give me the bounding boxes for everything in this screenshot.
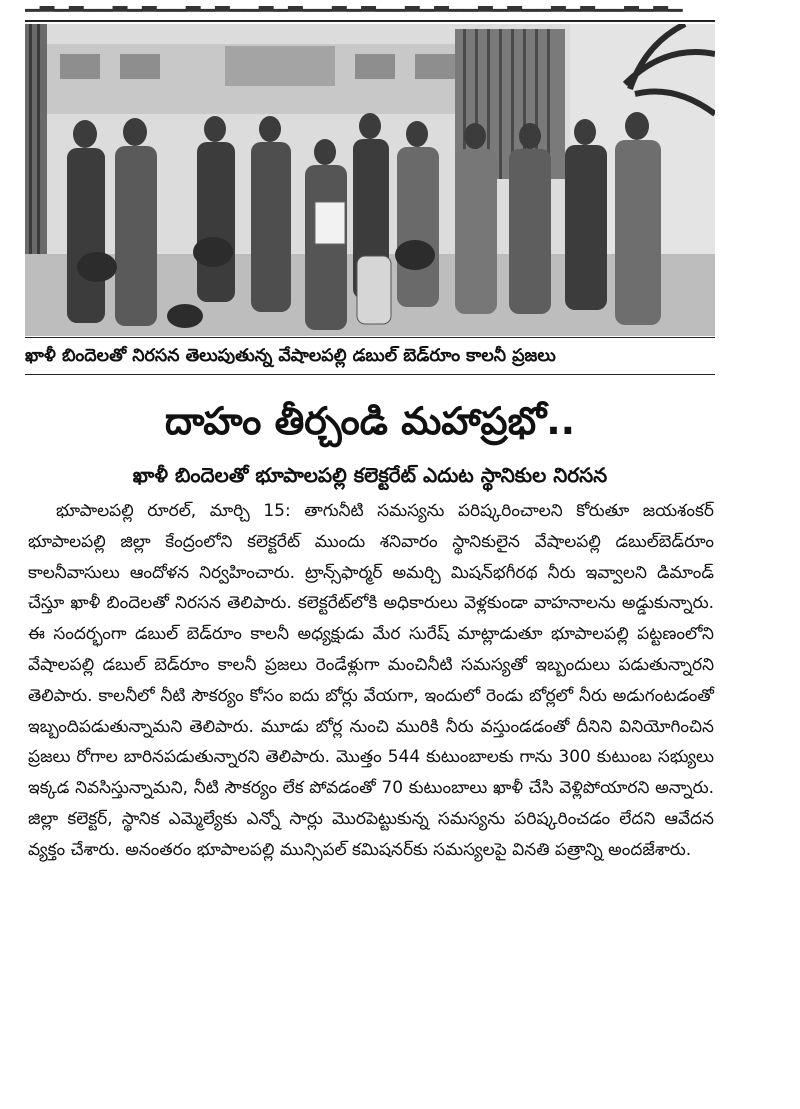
cut-off-text-line: ▁▂▁▂▁▁▂▁▂▁▁▂▁▂▁▁▂▁▂▁▁▂▁▂▁▁▂▁▂▁▁▂▁▂▁▁▂▁▂▁▁▂▁▂▁ <box>25 0 683 12</box>
top-rule <box>25 20 715 22</box>
photo-bottom-rule <box>25 337 715 338</box>
caption-bottom-rule <box>25 374 715 375</box>
article-body: భూపాలపల్లి రూరల్, మార్చి 15: తాగునీటి సమస్యను పరిష్కరించాలని కోరుతూ జయశంకర్ భూపాలపల్లి జిల్లా కేంద్రంలోని కలెక్టరేట్ ముందు శనివారం స్థానికులైన వేషాలపల్లి డబుల్‌బెడ్‌రూం కాలనీవాసులు ఆందోళన నిర్వహించారు. ట్రాన్స్‌ఫార్మర్ అమర్చి మిషన్‌భగీరథ నీరు ఇవ్వాలని డిమాండ్ చేస్తూ ఖాళీ బిందెలతో నిరసన తెలిపారు. కలెక్టరేట్‌లోకి అధికారులు వెళ్లకుండా వాహనాలను అడ్డుకున్నారు. ఈ సందర్భంగా డబుల్ బెడ్‌రూం కాలనీ అధ్యక్షుడు మేర సురేష్ మాట్లాడుతూ భూపాలపల్లి పట్టణంలోని వేషాలపల్లి డబుల్ బెడ్‌రూం కాలనీ ప్రజలు రెండేళ్లుగా మంచినీటి సమస్యతో ఇబ్బందులు పడుతున్నారని తెలిపారు. కాలనీలో నీటి సౌకర్యం కోసం ఐదు బోర్లు వేయగా, ఇందులో రెండు బోర్లలో నీరు అడుగంటడంతో ఇబ్బందిపడుతున్నామని తెలిపారు. మూడు బోర్ల నుంచి మురికి నీరు వస్తుండడంతో దీనిని వినియోగించిన ప్రజలు రోగాల బారినపడుతున్నారని తెలిపారు. మొత్తం 544 కుటుంబాలకు గాను 300 కుటుంబ సభ్యులు ఇక్కడ నివసిస్తున్నామని, నీటి సౌకర్యం లేక పోవడంతో 70 కుటుంబాలు ఖాళీ చేసి వెళ్లిపోయారని అన్నారు. జిల్లా కలెక్టర్, స్థానిక ఎమ్మెల్యేకు ఎన్నో సార్లు మొరపెట్టుకున్న సమస్యను పరిష్కరించడం లేదని ఆవేదన వ్యక్తం చేశారు. అనంతరం భూపాలపల్లి మున్సిపల్ కమిషనర్‌కు సమస్యలపై వినతి పత్రాన్ని అందజేశారు. <box>28 501 714 860</box>
headline: దాహం తీర్చండి మహాప్రభో.. <box>164 399 576 443</box>
previous-article-fragment <box>25 0 715 18</box>
subheadline: ఖాళీ బిందెలతో భూపాలపల్లి కలెక్టరేట్ ఎదుట స్థానికుల నిరసన <box>132 463 608 487</box>
protest-photo <box>25 24 715 336</box>
photo-caption: ఖాళీ బిందెలతో నిరసన తెలుపుతున్న వేషాలపల్లి డబుల్ బెడ్‌రూం కాలనీ ప్రజలు <box>25 346 556 366</box>
